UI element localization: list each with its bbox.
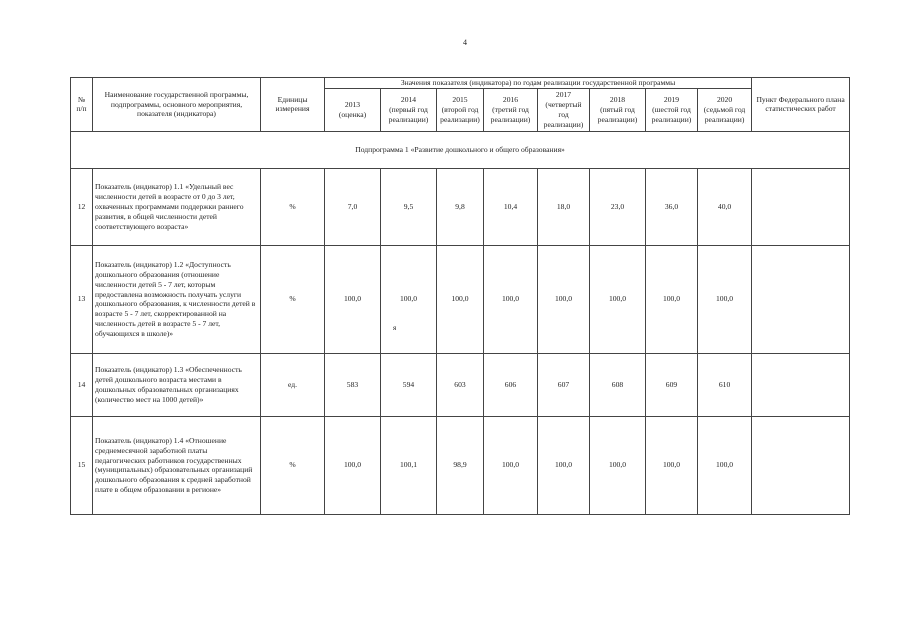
indicators-table [70,77,850,515]
value-cell [538,353,590,416]
federal-plan-cell [752,353,850,416]
value-cell [538,245,590,353]
unit-cell: % [261,416,325,514]
value-text: 100,0 [554,460,573,470]
value-cell [381,245,437,353]
unit-cell: % [261,168,325,245]
value-text: 7,0 [347,201,358,211]
unit-cell: ед. [261,353,325,416]
header-year-2: 2015 (второй год реализации) [437,88,484,131]
header-year-3: 2016 (третий год реализации) [484,88,538,131]
value-cell [590,353,646,416]
value-text: 36,0 [664,201,679,211]
row-number: 12 [71,168,93,245]
value-cell [646,416,698,514]
value-cell [437,245,484,353]
value-cell [325,245,381,353]
header-year-4: 2017 (четвертый год реализации) [538,88,590,131]
value-text: 40,0 [717,201,732,211]
value-text: 100,0 [715,294,734,304]
value-text: 18,0 [556,201,571,211]
federal-plan-cell [752,245,850,353]
value-text: 606 [504,379,517,389]
value-text: 100,0 [501,294,520,304]
subprogram-row [71,131,850,168]
value-text: 100,0 [608,294,627,304]
indicator-name: Показатель (индикатор) 1.4 «Отношение среднемесячной заработной платы педагогических работников государственных (муниципальных) образовательных организаций дошкольного образования к средней заработной плате в общем образовании в регионе» [93,416,261,514]
value-cell [590,416,646,514]
value-text: 100,0 [608,460,627,470]
value-text: 9,5 [403,201,414,211]
value-cell [381,416,437,514]
header-year-5: 2018 (пятый год реализации) [590,88,646,131]
table-row [71,245,850,353]
value-text: 100,0 [662,294,681,304]
row-number: 13 [71,245,93,353]
indicator-name: Показатель (индикатор) 1.3 «Обеспеченность детей дошкольного возраста местами в дошкольных образовательных организациях (количество мест на 1000 детей)» [93,353,261,416]
header-federal-plan: Пункт Федерального плана статистических работ [752,78,850,132]
value-text: 100,0 [343,460,362,470]
value-cell [538,168,590,245]
value-text: 594 [402,379,415,389]
value-cell [646,353,698,416]
value-cell [437,168,484,245]
row-number: 15 [71,416,93,514]
value-cell [698,245,752,353]
value-cell [381,353,437,416]
unit-cell: % [261,245,325,353]
value-cell [437,353,484,416]
value-text: 100,0 [343,294,362,304]
value-cell [698,353,752,416]
value-cell [484,416,538,514]
header-row-top [71,78,850,89]
value-text: 607 [557,379,570,389]
stray-mark: я [393,323,397,332]
federal-plan-cell [752,168,850,245]
value-cell [538,416,590,514]
value-text: 100,1 [399,460,418,470]
header-year-0: 2013 (оценка) [325,88,381,131]
value-text: 98,9 [453,460,467,470]
header-unit: Единицы измерения [261,78,325,132]
value-text: 609 [665,379,678,389]
header-name: Наименование государственной программы, подпрограммы, основного мероприятия, показателя (индикатора) [93,78,261,132]
federal-plan-cell [752,416,850,514]
value-text: 23,0 [610,201,625,211]
value-cell [325,416,381,514]
value-cell [325,353,381,416]
value-cell [381,168,437,245]
value-cell [437,416,484,514]
header-values-group: Значения показателя (индикатора) по годам реализации государственной программы [325,78,752,89]
value-text: 583 [346,379,359,389]
value-cell [484,168,538,245]
value-cell [698,416,752,514]
table-row [71,168,850,245]
header-year-1: 2014 (первый год реализации) [381,88,437,131]
value-cell [698,168,752,245]
value-text: 100,0 [715,460,734,470]
value-cell [646,245,698,353]
value-text: 603 [454,379,466,389]
row-number: 14 [71,353,93,416]
page-number: 4 [463,38,467,47]
value-text: 610 [718,379,731,389]
value-cell [484,353,538,416]
value-text: 100,0 [399,294,418,304]
table-row [71,353,850,416]
value-cell [484,245,538,353]
table-row [71,416,850,514]
header-year-6: 2019 (шестой год реализации) [646,88,698,131]
indicator-name: Показатель (индикатор) 1.1 «Удельный вес численности детей в возрасте от 0 до 3 лет, охваченных программами поддержки раннего развития, в общей численности детей соответствующего возраста» [93,168,261,245]
value-cell [646,168,698,245]
value-text: 608 [611,379,624,389]
value-text: 100,0 [451,294,469,304]
value-text: 100,0 [554,294,573,304]
value-cell [325,168,381,245]
indicator-name: Показатель (индикатор) 1.2 «Доступность дошкольного образования (отношение численности детей 5 - 7 лет, которым предоставлена возможность получать услуги дошкольного образования, к численности детей в возрасте 5 - 7 лет, скорректированной на численность детей в возрасте 5 - 7 лет, обучающихся в школе)» [93,245,261,353]
value-cell [590,245,646,353]
header-year-7: 2020 (седьмой год реализации) [698,88,752,131]
value-text: 9,8 [455,201,465,211]
header-num: № п/п [71,78,93,132]
value-text: 100,0 [662,460,681,470]
value-cell [590,168,646,245]
value-text: 100,0 [501,460,520,470]
value-text: 10,4 [503,201,518,211]
subprogram-title: Подпрограмма 1 «Развитие дошкольного и общего образования» [71,131,850,168]
